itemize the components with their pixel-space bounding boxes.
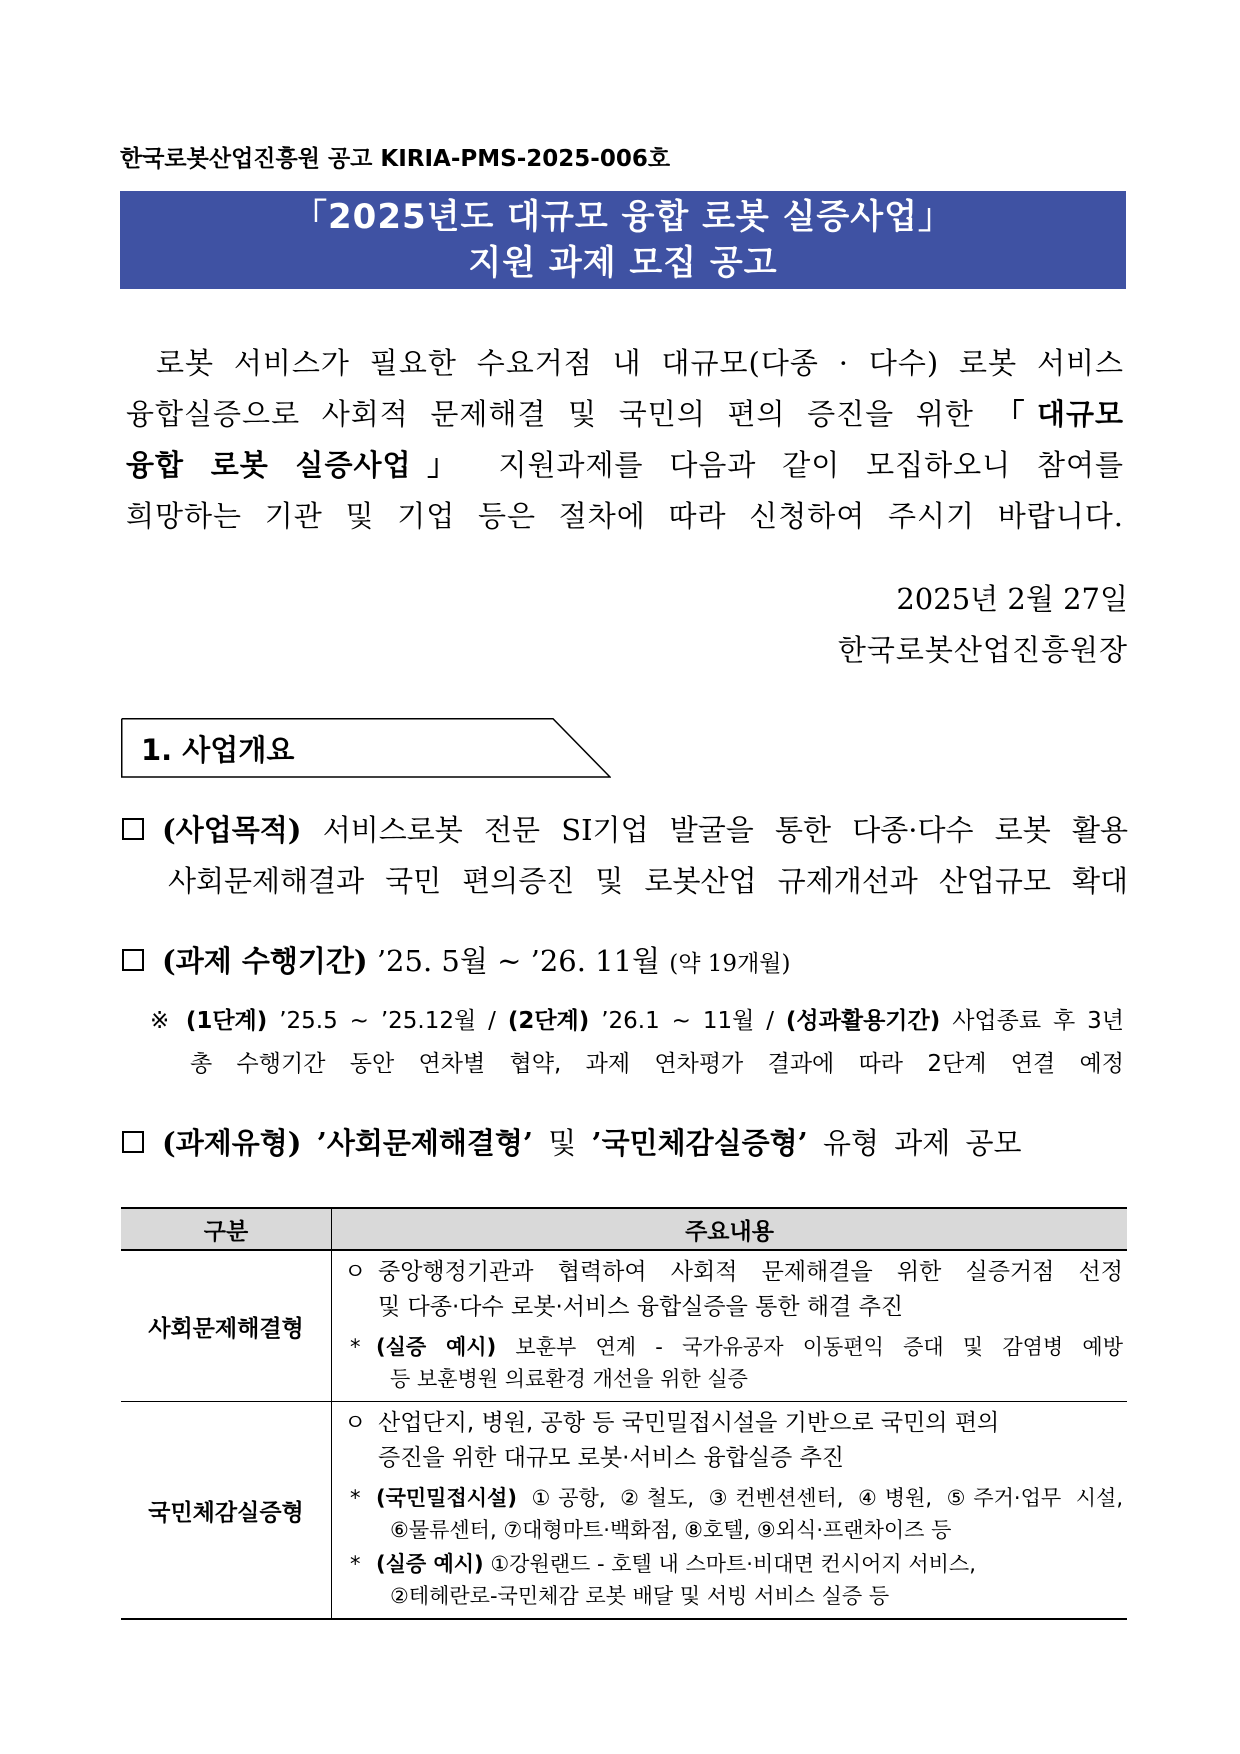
note-line <box>376 1331 1123 1363</box>
intro-line-3 <box>126 440 1124 491</box>
note-line: ⑥물류센터, ⑦대형마트·백화점, ⑧호텔, ⑨외식·프랜차이즈 등 <box>390 1518 952 1542</box>
period-subnote-line-1 <box>150 1000 1124 1043</box>
note-label: (국민밀접시설) <box>376 1486 517 1510</box>
period-value: ’25. 5월 ~ ’26. 11월 <box>376 944 661 978</box>
intro-line-2-bold: 「대규모 <box>995 397 1125 431</box>
content-line: 중앙행정기관과 협력하여 사회적 문제해결을 위한 실증거점 선정 <box>378 1259 1123 1285</box>
section-1-title: 1. 사업개요 <box>141 733 295 767</box>
task-type-1: ’사회문제해결형’ <box>316 1126 534 1160</box>
notice-number: 한국로봇산업진흥원 공고 KIRIA-PMS-2025-006호 <box>120 146 671 172</box>
table-row <box>121 1250 1127 1402</box>
task-type-item <box>122 1118 1128 1169</box>
stage3-value: 사업종료 후 3년 <box>952 1008 1124 1034</box>
stage2-label: (2단계) <box>507 1008 590 1034</box>
intro-line-2-text: 융합실증으로 사회적 문제해결 및 국민의 편의 증진을 위한 <box>126 397 974 431</box>
purpose-line-1: 서비스로봇 전문 SI기업 발굴을 통한 다종·다수 로봇 활용 <box>322 813 1129 847</box>
purpose-label: (사업목적) <box>162 813 302 847</box>
stage1-label: (1단계) <box>185 1008 268 1034</box>
content-line: 산업단지, 병원, 공항 등 국민밀접시설을 기반으로 국민의 편의 <box>378 1410 1000 1436</box>
table-category-cell: 국민체감실증형 <box>121 1402 332 1620</box>
note-line <box>376 1548 1123 1580</box>
note-label: (실증 예시) <box>376 1335 497 1359</box>
purpose-item <box>122 805 1128 907</box>
asterisk-icon: * <box>350 1335 361 1359</box>
note-text: ①강원랜드 - 호텔 내 스마트·비대면 컨시어지 서비스, <box>490 1552 976 1576</box>
issuing-organization: 한국로봇산업진흥원장 <box>837 633 1128 667</box>
period-subnote <box>150 1000 1124 1086</box>
task-type-table <box>121 1207 1127 1620</box>
reference-mark-icon: ※ <box>150 1008 174 1034</box>
title-line-1: 「2025년도 대규모 융합 로봇 실증사업」 <box>293 197 953 237</box>
note-line: ②테헤란로-국민체감 로봇 배달 및 서빙 서비스 실증 등 <box>390 1584 890 1608</box>
table-header-row <box>121 1208 1127 1250</box>
period-item <box>122 936 1128 990</box>
stage2-value: ’26.1 ~ 11월 / <box>601 1008 774 1034</box>
checkbox-square-icon <box>122 1131 144 1153</box>
asterisk-icon: * <box>350 1486 361 1510</box>
title-banner <box>120 191 1126 289</box>
notice-date: 2025년 2월 27일 <box>896 582 1128 616</box>
circle-bullet-icon: ㅇ <box>344 1410 367 1436</box>
asterisk-icon: * <box>350 1552 361 1576</box>
note-text: 보훈부 연계 - 국가유공자 이동편익 증대 및 감염병 예방 <box>515 1335 1123 1359</box>
note-line: 등 보훈병원 의료환경 개선을 위한 실증 <box>390 1367 748 1391</box>
section-1-header <box>121 718 611 778</box>
table-header-category: 구분 <box>121 1208 332 1250</box>
purpose-line-2: 사회문제해결과 국민 편의증진 및 로봇산업 규제개선과 산업규모 확대 <box>168 864 1128 898</box>
note-line <box>376 1482 1123 1514</box>
note-text: ①공항, ②철도, ③컨벤션센터, ④병원, ⑤주거·업무 시설, <box>531 1486 1123 1510</box>
period-note: (약 19개월) <box>669 951 791 977</box>
title-line-2: 지원 과제 모집 공고 <box>468 243 778 283</box>
intro-line-4: 희망하는 기관 및 기업 등은 절차에 따라 신청하여 주시기 바랍니다. <box>126 499 1124 533</box>
table-header-content: 주요내용 <box>332 1208 1128 1250</box>
intro-line-3-bold: 융합 로봇 실증사업」 <box>126 448 473 482</box>
intro-line-2 <box>126 389 1124 440</box>
stage1-value: ’25.5 ~ ’25.12월 / <box>279 1008 496 1034</box>
checkbox-square-icon <box>122 949 144 971</box>
table-row <box>121 1402 1127 1620</box>
intro-line-3-text: 지원과제를 다음과 같이 모집하오니 참여를 <box>498 448 1124 482</box>
table-category-cell: 사회문제해결형 <box>121 1250 332 1402</box>
intro-line-1: 로봇 서비스가 필요한 수요거점 내 대규모(다종 · 다수) 로봇 서비스 <box>156 346 1124 380</box>
period-subnote-line-2: 총 수행기간 동안 연차별 협약, 과제 연차평가 결과에 따라 2단계 연결 예정 <box>190 1051 1124 1077</box>
note-label: (실증 예시) <box>376 1552 484 1576</box>
task-type-tail: 유형 과제 공모 <box>822 1126 1022 1160</box>
table-content-cell <box>332 1250 1128 1402</box>
task-type-2: ’국민체감실증형’ <box>591 1126 808 1160</box>
content-line: 증진을 위한 대규모 로봇·서비스 융합실증 추진 <box>378 1445 845 1471</box>
content-line: 및 다종·다수 로봇·서비스 융합실증을 통한 해결 추진 <box>378 1294 904 1320</box>
checkbox-square-icon <box>122 818 144 840</box>
table-content-cell <box>332 1402 1128 1620</box>
circle-bullet-icon: ㅇ <box>344 1259 367 1285</box>
period-label: (과제 수행기간) <box>162 944 368 978</box>
task-type-label: (과제유형) <box>162 1126 302 1160</box>
intro-paragraph <box>126 338 1124 542</box>
task-type-conj: 및 <box>548 1126 577 1160</box>
stage3-label: (성과활용기간) <box>785 1008 941 1034</box>
